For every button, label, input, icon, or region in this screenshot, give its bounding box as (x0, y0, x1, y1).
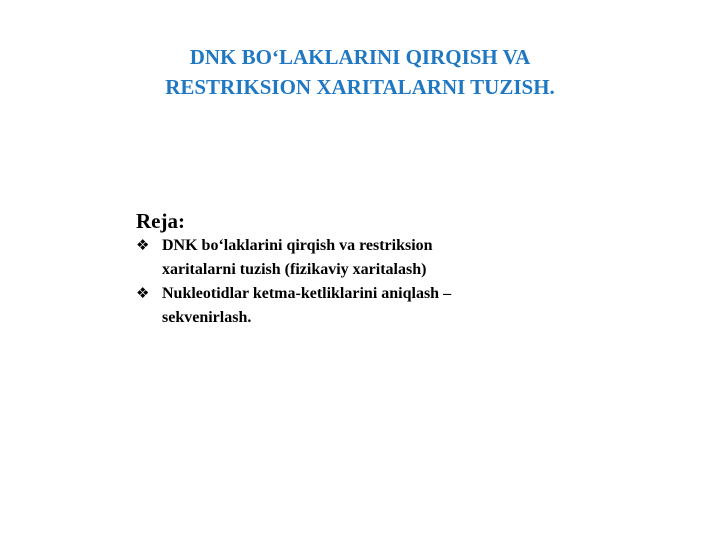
list-item-line: sekvenirlash. (162, 309, 252, 326)
plan-list (136, 234, 576, 330)
list-item-line: xaritalarni tuzish (fizikaviy xaritalash) (162, 261, 427, 278)
diamond-bullet-icon: ❖ (136, 236, 150, 254)
slide-title-line: RESTRIKSION XARITALARNI TUZISH. (165, 75, 555, 99)
slide-title (100, 42, 620, 102)
slide-title-line: DNK BO‘LAKLARINI QIRQISH VA (189, 45, 531, 69)
list-item (136, 234, 576, 282)
diamond-bullet-icon: ❖ (136, 284, 150, 302)
list-item-line: DNK bo‘laklarini qirqish va restriksion (162, 237, 433, 254)
plan-heading: Reja: (136, 209, 185, 233)
list-item-line: Nukleotidlar ketma-ketliklarini aniqlash – (162, 285, 452, 302)
plan-section (136, 208, 576, 330)
list-item (136, 282, 576, 330)
